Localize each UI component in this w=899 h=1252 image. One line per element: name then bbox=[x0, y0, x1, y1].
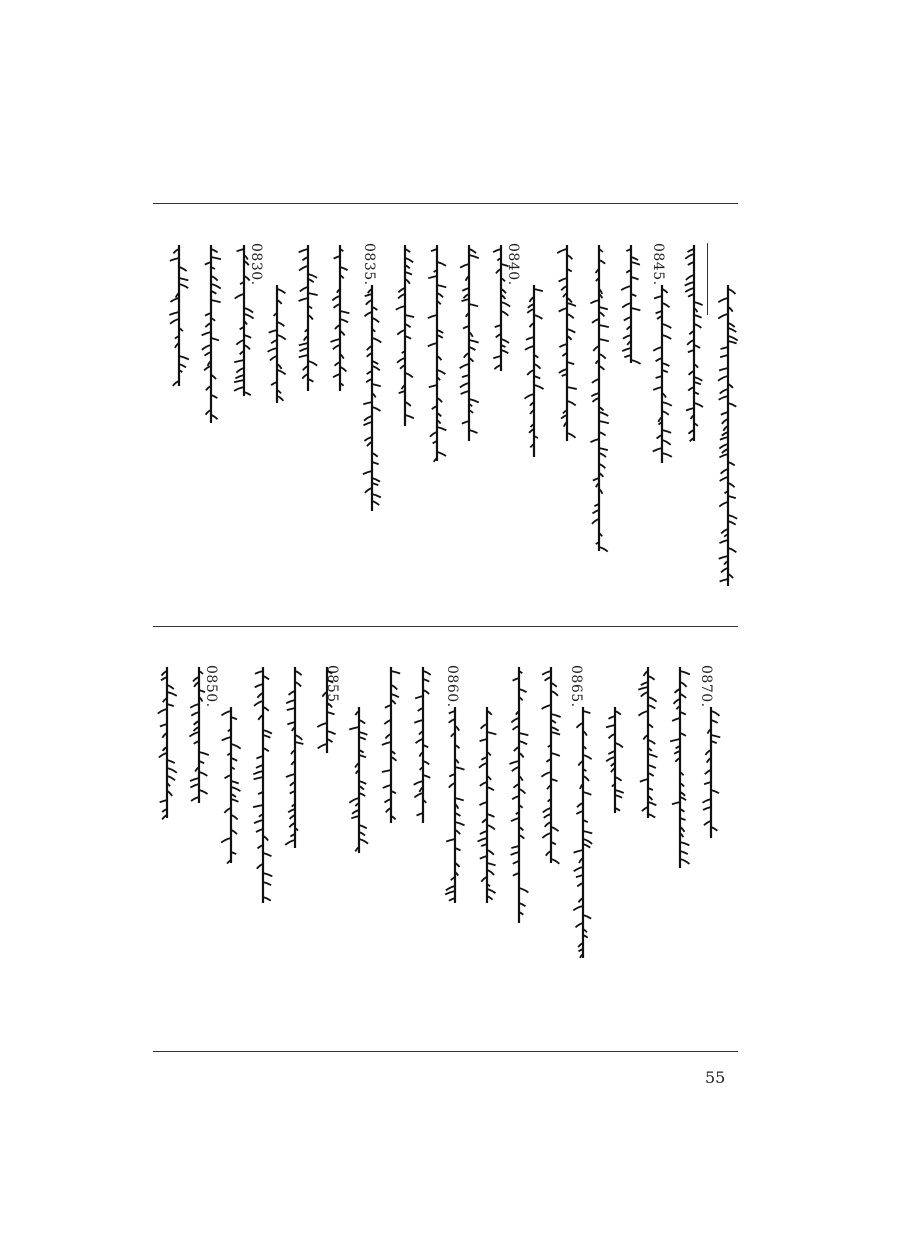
line-number-0855: 0855. bbox=[324, 665, 340, 708]
mongolian-line-upper-16 bbox=[233, 243, 255, 398]
mongolian-line-upper-13 bbox=[329, 243, 351, 393]
mongolian-line-lower-17 bbox=[188, 665, 210, 805]
mongolian-line-upper-18 bbox=[168, 243, 190, 388]
line-number-0860: 0860. bbox=[444, 665, 460, 708]
mongolian-line-lower-9 bbox=[444, 705, 466, 905]
mongolian-line-lower-12 bbox=[348, 705, 370, 855]
mongolian-line-upper-17 bbox=[200, 243, 222, 425]
line-number-0830: 0830. bbox=[248, 243, 264, 286]
mongolian-line-lower-8 bbox=[476, 705, 498, 905]
footnote-separator bbox=[707, 243, 708, 315]
mongolian-line-lower-7 bbox=[508, 665, 530, 925]
page-number: 55 bbox=[705, 1068, 726, 1087]
line-number-0870: 0870. bbox=[698, 665, 714, 708]
mongolian-line-upper-8 bbox=[490, 243, 512, 373]
top-rule bbox=[153, 203, 738, 204]
mongolian-line-lower-4 bbox=[604, 705, 626, 815]
mongolian-line-upper-3 bbox=[651, 283, 673, 465]
mongolian-line-lower-5 bbox=[572, 705, 594, 960]
mongolian-line-upper-14 bbox=[297, 243, 319, 393]
line-number-0845: 0845. bbox=[650, 243, 666, 286]
mongolian-line-upper-10 bbox=[426, 243, 448, 463]
bottom-rule bbox=[153, 1051, 738, 1052]
mongolian-line-upper-1 bbox=[717, 283, 739, 588]
mongolian-line-lower-13 bbox=[316, 665, 338, 755]
mongolian-line-upper-9 bbox=[458, 243, 480, 443]
mongolian-line-lower-15 bbox=[252, 665, 274, 905]
mongolian-line-upper-12 bbox=[361, 283, 383, 513]
line-number-0840: 0840. bbox=[505, 243, 521, 286]
mongolian-line-upper-15 bbox=[266, 283, 288, 405]
mongolian-line-lower-14 bbox=[284, 665, 306, 850]
mongolian-line-upper-2 bbox=[683, 243, 705, 443]
mongolian-line-upper-7 bbox=[523, 283, 545, 459]
line-number-0835: 0835. bbox=[361, 243, 377, 286]
mongolian-line-lower-2 bbox=[669, 665, 691, 870]
middle-rule bbox=[153, 626, 738, 627]
mongolian-line-upper-5 bbox=[588, 243, 610, 553]
line-number-0850: 0850. bbox=[203, 665, 219, 708]
mongolian-line-upper-6 bbox=[556, 243, 578, 443]
mongolian-line-upper-11 bbox=[394, 243, 416, 428]
mongolian-line-lower-1 bbox=[700, 705, 722, 840]
mongolian-line-lower-10 bbox=[412, 665, 434, 825]
mongolian-line-lower-11 bbox=[380, 665, 402, 825]
mongolian-line-lower-18 bbox=[156, 665, 178, 820]
mongolian-line-lower-6 bbox=[540, 665, 562, 865]
line-number-0865: 0865. bbox=[568, 665, 584, 708]
mongolian-line-lower-3 bbox=[637, 665, 659, 820]
mongolian-line-lower-16 bbox=[220, 705, 242, 865]
mongolian-line-upper-4 bbox=[620, 243, 642, 365]
